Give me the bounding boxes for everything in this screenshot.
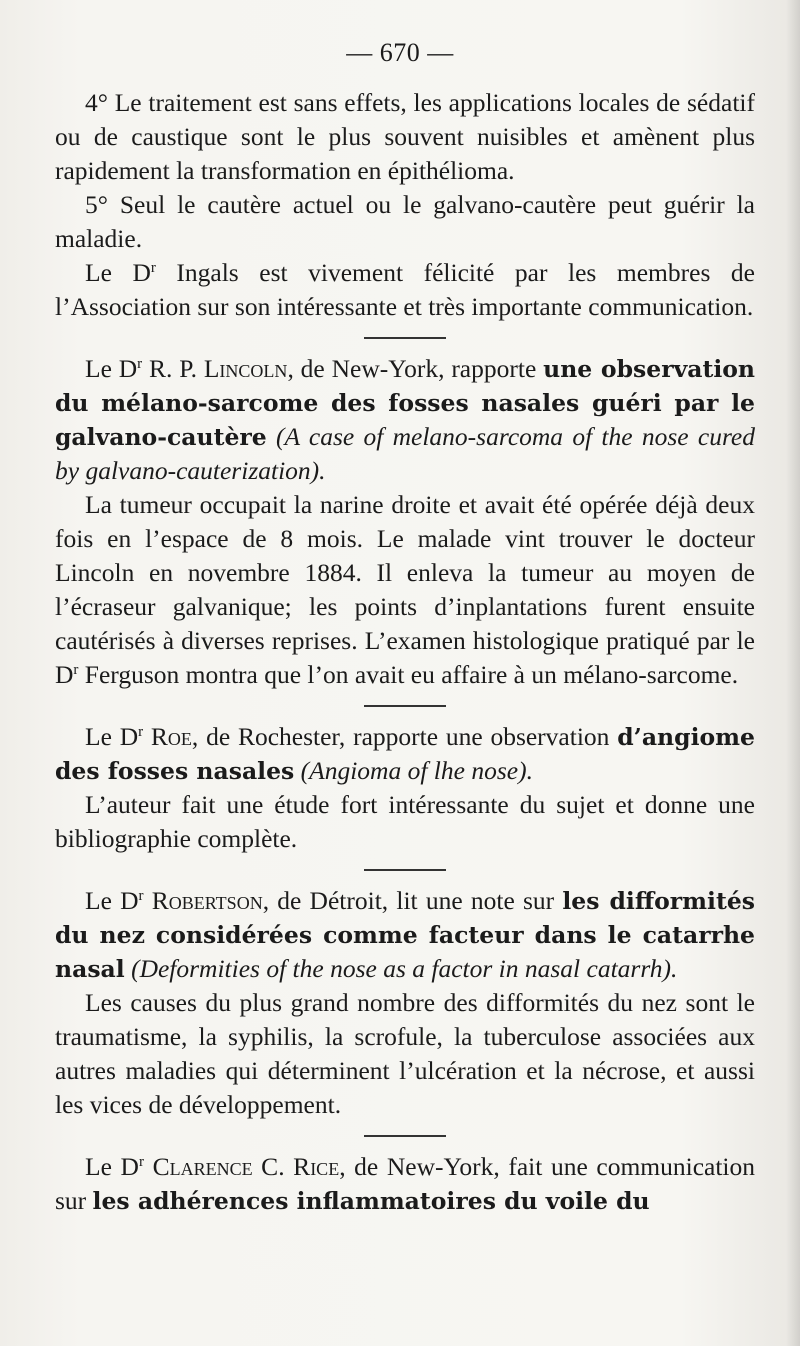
paragraph-rice-intro: Le $D^r$ Clarence C. Rice, de New-York, fait une communication sur les adhérences inflammatoires du voile du [55, 1152, 756, 1215]
author-name: Clarence C. Rice [152, 1152, 340, 1181]
article-title: les adhérences inflammatoires du voile du [92, 1187, 650, 1215]
author-name: Robertson [151, 886, 263, 915]
english-title: (Deformities of the nose as a factor in nasal catarrh). [124, 954, 678, 983]
paragraph-point-4: 4° Le traitement est sans effets, les applications locales de sédatif ou de caustique sont le plus souvent nuisibles et amènent plus rapidement la transformation en épithélioma. [55, 88, 755, 185]
section-divider [364, 337, 446, 339]
english-title: (Angioma of lhe nose). [294, 756, 533, 785]
section-divider [364, 869, 446, 871]
article-title: d’angiome des fosses nasales [55, 723, 755, 785]
paragraph-robertson-intro: Le $D^r$ Robertson, de Détroit, lit une note sur les difformités du nez considérées comme facteur dans le catarrhe nasal (Deformities of the nose as a factor in nasal catarrh). [55, 886, 756, 983]
page-body [55, 86, 755, 1218]
paragraph-ingals: Le $D^r$ Ingals est vivement félicité par les membres de l’Association sur son intéressante et très importante communication. [55, 258, 755, 321]
paragraph-lincoln-body: La tumeur occupait la narine droite et avait été opérée déjà deux fois en l’espace de 8 mois. Le malade vint trouver le docteur Lincoln en novembre 1884. Il enleva la tumeur au moyen de l’écraseur galvanique; les points d’inplantations furent ensuite cautérisés à diverses reprises. L’examen histologique pratiqué par le $D^r$ Ferguson montra que l’on avait eu affaire à un mélano-sarcome. [55, 490, 755, 689]
paragraph-lincoln-intro: Le $D^r$ R. P. Lincoln, de New-York, rapporte une observation du mélano-sarcome des fosses nasales guéri par le galvano-cautère (A case of melano-sarcoma of the nose cured by galvano-cauterization). [55, 354, 756, 485]
section-divider [364, 1135, 446, 1137]
section-divider [364, 705, 446, 707]
page-number: — 670 — [346, 38, 454, 67]
author-name: Roe [150, 722, 192, 751]
paragraph-point-5: 5° Seul le cautère actuel ou le galvano-cautère peut guérir la maladie. [55, 190, 755, 253]
page-edge-shadow [786, 0, 800, 1346]
article-title: une observation du mélano-sarcome des fosses nasales guéri par le galvano-cautère [55, 355, 756, 451]
english-title: (A case of melano-sarcoma of the nose cured by galvano-cauterization). [55, 422, 755, 485]
paragraph-roe-body: L’auteur fait une étude fort intéressante du sujet et donne une bibliographie complète. [55, 790, 755, 853]
paragraph-robertson-body: Les causes du plus grand nombre des difformités du nez sont le traumatisme, la syphilis, la scrofule, la tuberculose associées aux autres maladies qui déterminent l’ulcération et la nécrose, et aussi les vices de développement. [55, 988, 755, 1119]
article-title: les difformités du nez considérées comme facteur dans le catarrhe nasal [55, 887, 756, 983]
paragraph-roe-intro: Le $D^r$ Roe, de Rochester, rapporte une observation d’angiome des fosses nasales (Angioma of lhe nose). [55, 722, 755, 785]
author-name: R. P. Lincoln [149, 354, 288, 383]
